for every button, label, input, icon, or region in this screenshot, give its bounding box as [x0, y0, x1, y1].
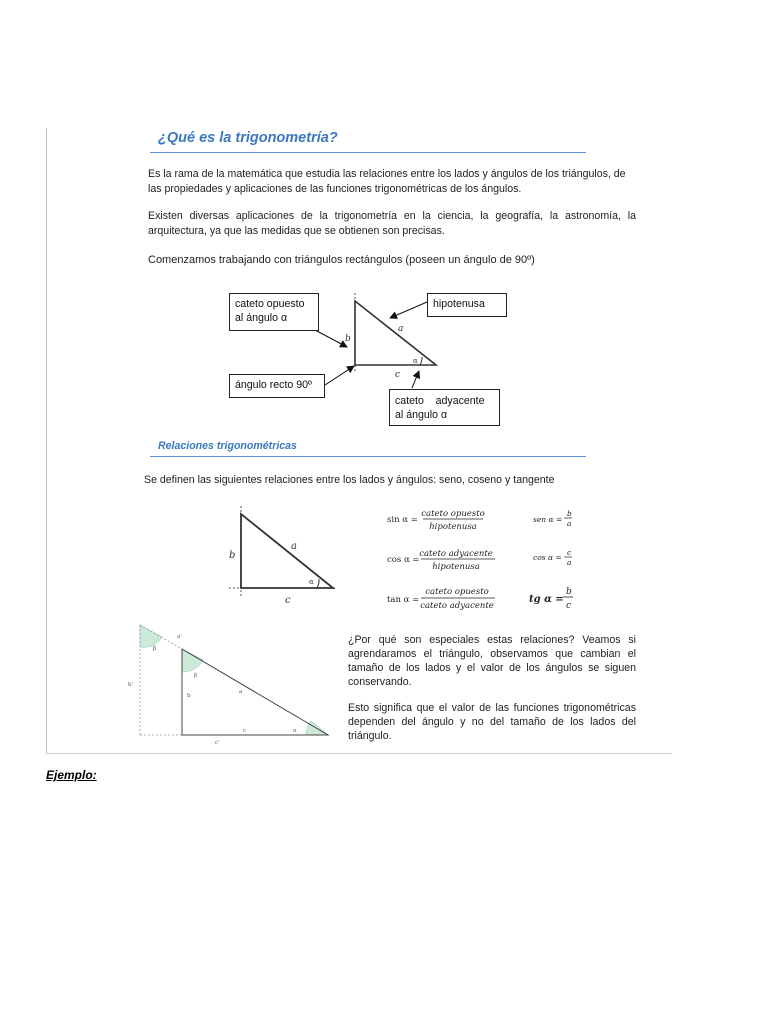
intro-line-2: las propiedades y aplicaciones de las funciones trigonométricas de los ángulos.	[148, 182, 522, 195]
tan-lhs: tan α =	[387, 595, 420, 605]
label-a: a	[398, 324, 404, 334]
sen-frac-num: b	[567, 509, 572, 518]
box-cateto-opuesto	[229, 293, 319, 331]
label-alpha: α	[309, 578, 314, 586]
label-c: c	[395, 370, 401, 380]
conclusion-paragraph: Esto significa que el valor de las funciones trigonométricas dependen del ángulo y no del tamaño de los lados del triángulo.	[348, 702, 636, 742]
intro-line-1: Es la rama de la matemática que estudia las relaciones entre los lados y ángulos de los triángulos, de	[148, 168, 626, 180]
c-prime-label: c'	[215, 740, 220, 746]
box-cateto-opuesto-line-2: al ángulo α	[235, 312, 288, 324]
section-subtitle: Relaciones trigonométricas	[158, 440, 297, 452]
page-title: ¿Qué es la trigonometría?	[158, 130, 338, 146]
cos-lhs: cos α =	[387, 555, 420, 565]
alpha-arc	[317, 579, 319, 588]
c-label: c	[243, 728, 247, 734]
arrow-opuesto	[315, 330, 347, 347]
alpha-arc	[420, 357, 422, 365]
trig-triangle-diagram	[225, 502, 345, 607]
ejemplo-heading: Ejemplo:	[46, 768, 97, 782]
tg-frac-num: b	[566, 587, 572, 597]
why-special-paragraph: ¿Por qué son especiales estas relaciones? Veamos si agrendaramos el triángulo, observamos que cambian el tamaño de los lados y el valor de los ángulos se siguen conservando.	[348, 634, 636, 688]
bottom-rule	[46, 753, 672, 754]
cos-frac-num: c	[567, 548, 572, 557]
cos-frac-den: a	[567, 558, 572, 567]
box-angulo-recto: ángulo recto 90º	[229, 374, 325, 398]
b-prime-label: b'	[128, 682, 134, 688]
tg-short: tg α =	[529, 594, 564, 605]
b-label: b	[187, 693, 191, 699]
small-triangle	[182, 649, 328, 735]
beta-sector-small	[182, 649, 203, 672]
label-alpha: α	[413, 357, 418, 365]
applications-paragraph: Existen diversas aplicaciones de la trigonometría en la ciencia, la geografía, la astronomía, la arquitectura, ya que las medidas que se obtienen son precisas.	[148, 210, 636, 237]
tan-numerator: cateto opuesto	[425, 587, 489, 597]
title-underline	[150, 152, 586, 153]
sin-lhs: sin α =	[387, 515, 418, 525]
definition-text: Se definen las siguientes relaciones entre los lados y ángulos: seno, coseno y tangente	[144, 474, 555, 486]
tan-denominator: cateto adyacente	[420, 601, 494, 611]
box-hipotenusa: hipotenusa	[427, 293, 507, 317]
beta-label-large: β	[153, 646, 157, 652]
tg-frac-den: c	[566, 601, 572, 611]
subtitle-underline	[150, 456, 586, 457]
sen-short: sen α =	[533, 515, 563, 524]
alpha-label: α	[293, 728, 297, 734]
label-a: a	[291, 541, 297, 552]
a-prime-label: a'	[177, 634, 182, 640]
intro-paragraph	[148, 167, 648, 196]
box-cateto-adyacente-line-1: cateto adyacente	[395, 395, 485, 407]
a-label: a	[239, 689, 243, 695]
right-triangle-intro: Comenzamos trabajando con triángulos rectángulos (poseen un ángulo de 90º)	[148, 254, 535, 266]
box-cateto-adyacente	[389, 389, 500, 426]
triangle	[355, 301, 436, 365]
similar-triangles-diagram	[125, 620, 335, 750]
beta-label-small: β	[194, 673, 198, 679]
box-cateto-opuesto-line-1: cateto opuesto	[235, 298, 305, 310]
cos-denominator: hipotenusa	[432, 562, 480, 572]
left-margin-rule	[46, 128, 47, 754]
cos-numerator: cateto adyacente	[419, 549, 493, 559]
box-cateto-adyacente-line-2: al ángulo α	[395, 409, 448, 421]
sin-numerator: cateto opuesto	[421, 509, 485, 519]
label-b: b	[345, 334, 351, 344]
arrow-recto	[325, 366, 354, 385]
arrow-adyacente	[412, 371, 419, 388]
trig-formulas	[383, 505, 593, 613]
cos-short: cos α =	[533, 553, 562, 562]
sen-frac-den: a	[567, 519, 572, 528]
sin-denominator: hipotenusa	[429, 522, 477, 532]
triangle	[241, 514, 333, 588]
label-b: b	[229, 550, 236, 561]
label-c: c	[285, 595, 291, 606]
arrow-hipotenusa	[390, 302, 427, 318]
